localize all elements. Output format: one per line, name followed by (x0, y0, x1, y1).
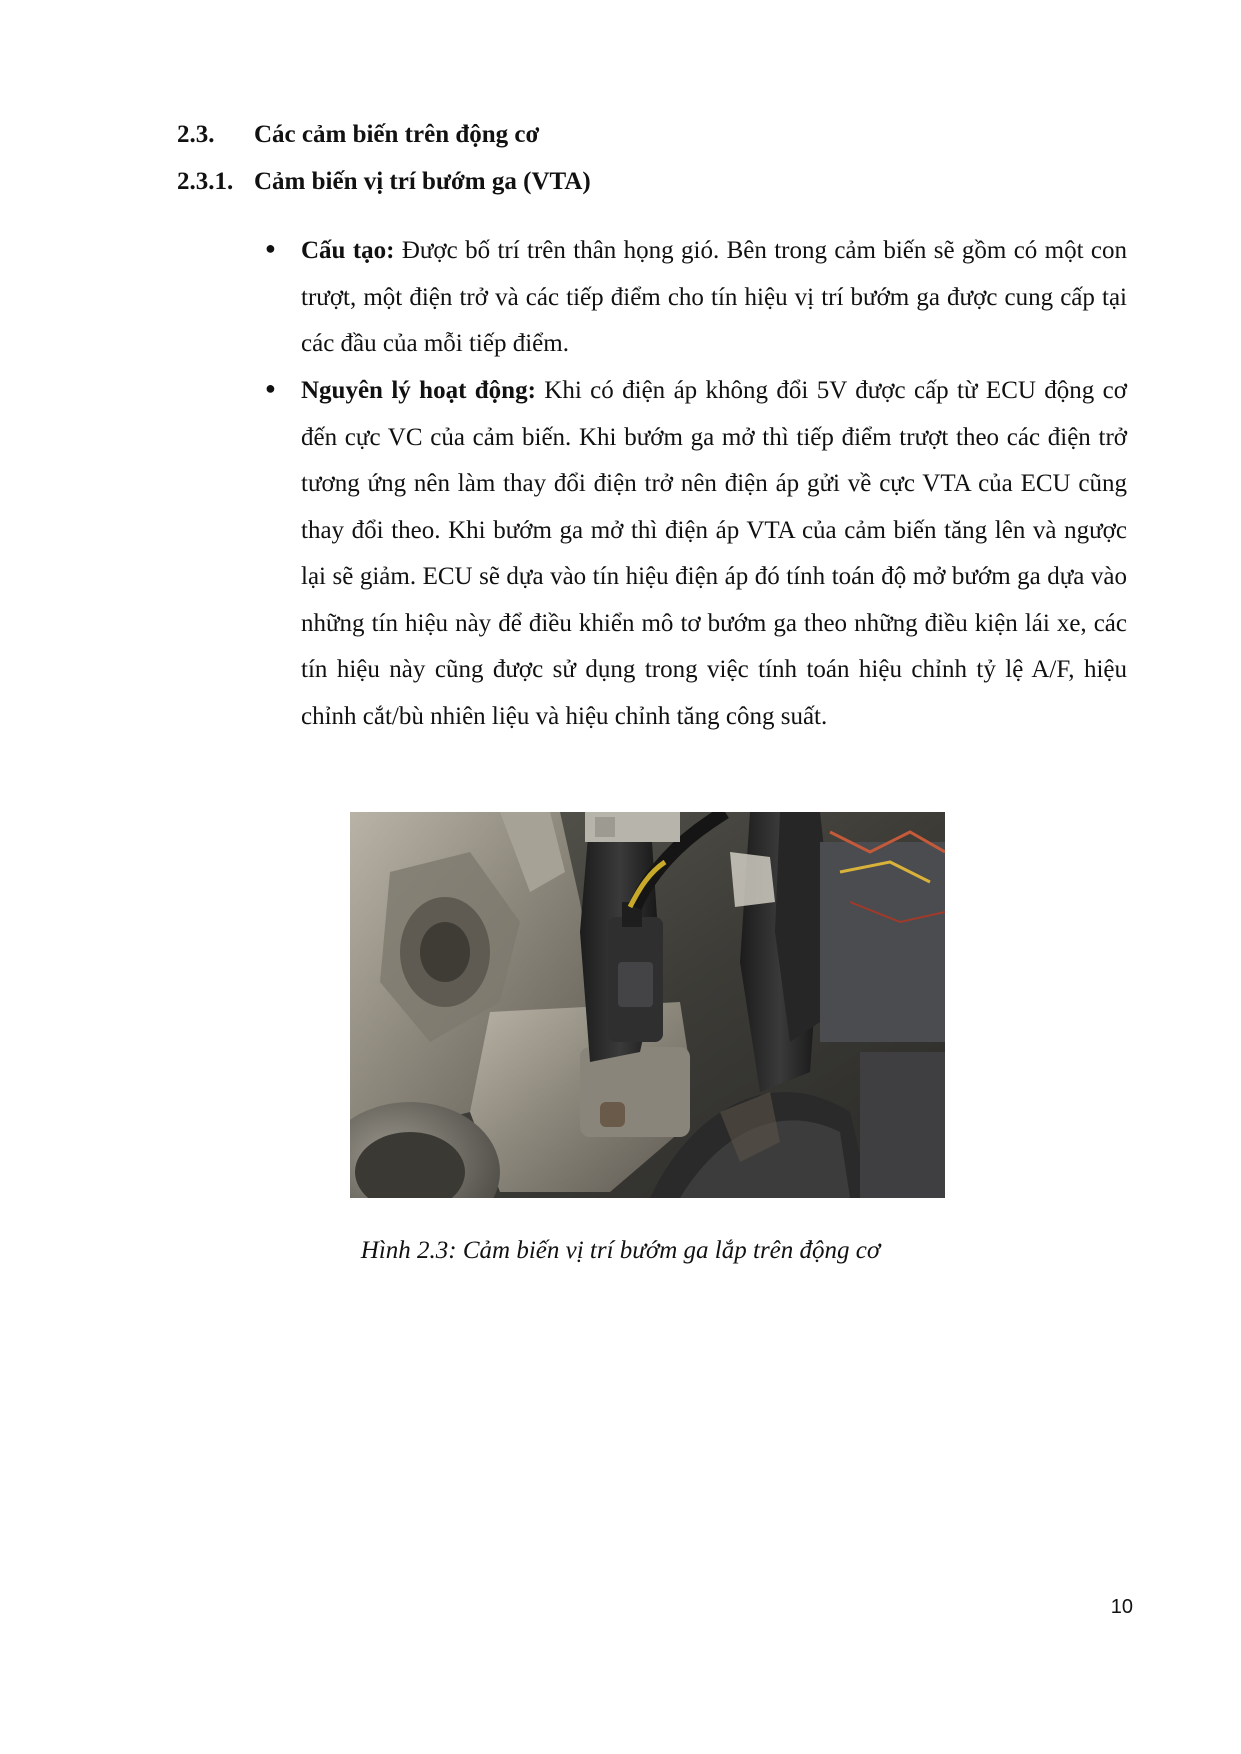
paragraph-label: Nguyên lý hoạt động: (301, 377, 536, 404)
section-number: 2.3. (177, 121, 215, 148)
paragraph-structure (301, 228, 1127, 368)
section-title: Các cảm biến trên động cơ (254, 121, 540, 148)
figure-caption: Hình 2.3: Cảm biến vị trí bướm ga lắp trên động cơ (360, 1237, 881, 1264)
bullet-dot-icon: ● (265, 378, 276, 398)
paragraph-operating-principle (301, 368, 1127, 740)
subsection-number: 2.3.1. (177, 168, 234, 195)
section-heading (177, 120, 539, 150)
paragraph-label: Cấu tạo: (301, 237, 395, 264)
subsection-title: Cảm biến vị trí bướm ga (VTA) (254, 168, 591, 195)
engine-sensor-photo (350, 812, 945, 1198)
bullet-dot-icon: ● (265, 238, 276, 258)
paragraph-text: Được bố trí trên thân họng gió. Bên trong cảm biến sẽ gồm có một con trượt, một điện trở và các tiếp điểm cho tín hiệu vị trí bướm ga được cung cấp tại các đầu của mỗi tiếp điểm. (301, 237, 1127, 357)
paragraph-text: Khi có điện áp không đổi 5V được cấp từ ECU động cơ đến cực VC của cảm biến. Khi bướm ga mở thì tiếp điểm trượt theo các điện trở tương ứng nên làm thay đổi điện trở nên điện áp gửi về cực VTA của ECU cũng thay đổi theo. Khi bướm ga mở thì điện áp VTA của cảm biến tăng lên và ngược lại sẽ giảm. ECU sẽ dựa vào tín hiệu điện áp đó tính toán độ mở bướm ga dựa vào những tín hiệu này để điều khiển mô tơ bướm ga theo những điều kiện lái xe, các tín hiệu này cũng được sử dụng trong việc tính toán hiệu chỉnh tỷ lệ A/F, hiệu chỉnh cắt/bù nhiên liệu và hiệu chỉnh tăng công suất. (301, 377, 1127, 730)
page-number: 10 (1110, 1596, 1133, 1618)
subsection-heading (177, 167, 591, 197)
